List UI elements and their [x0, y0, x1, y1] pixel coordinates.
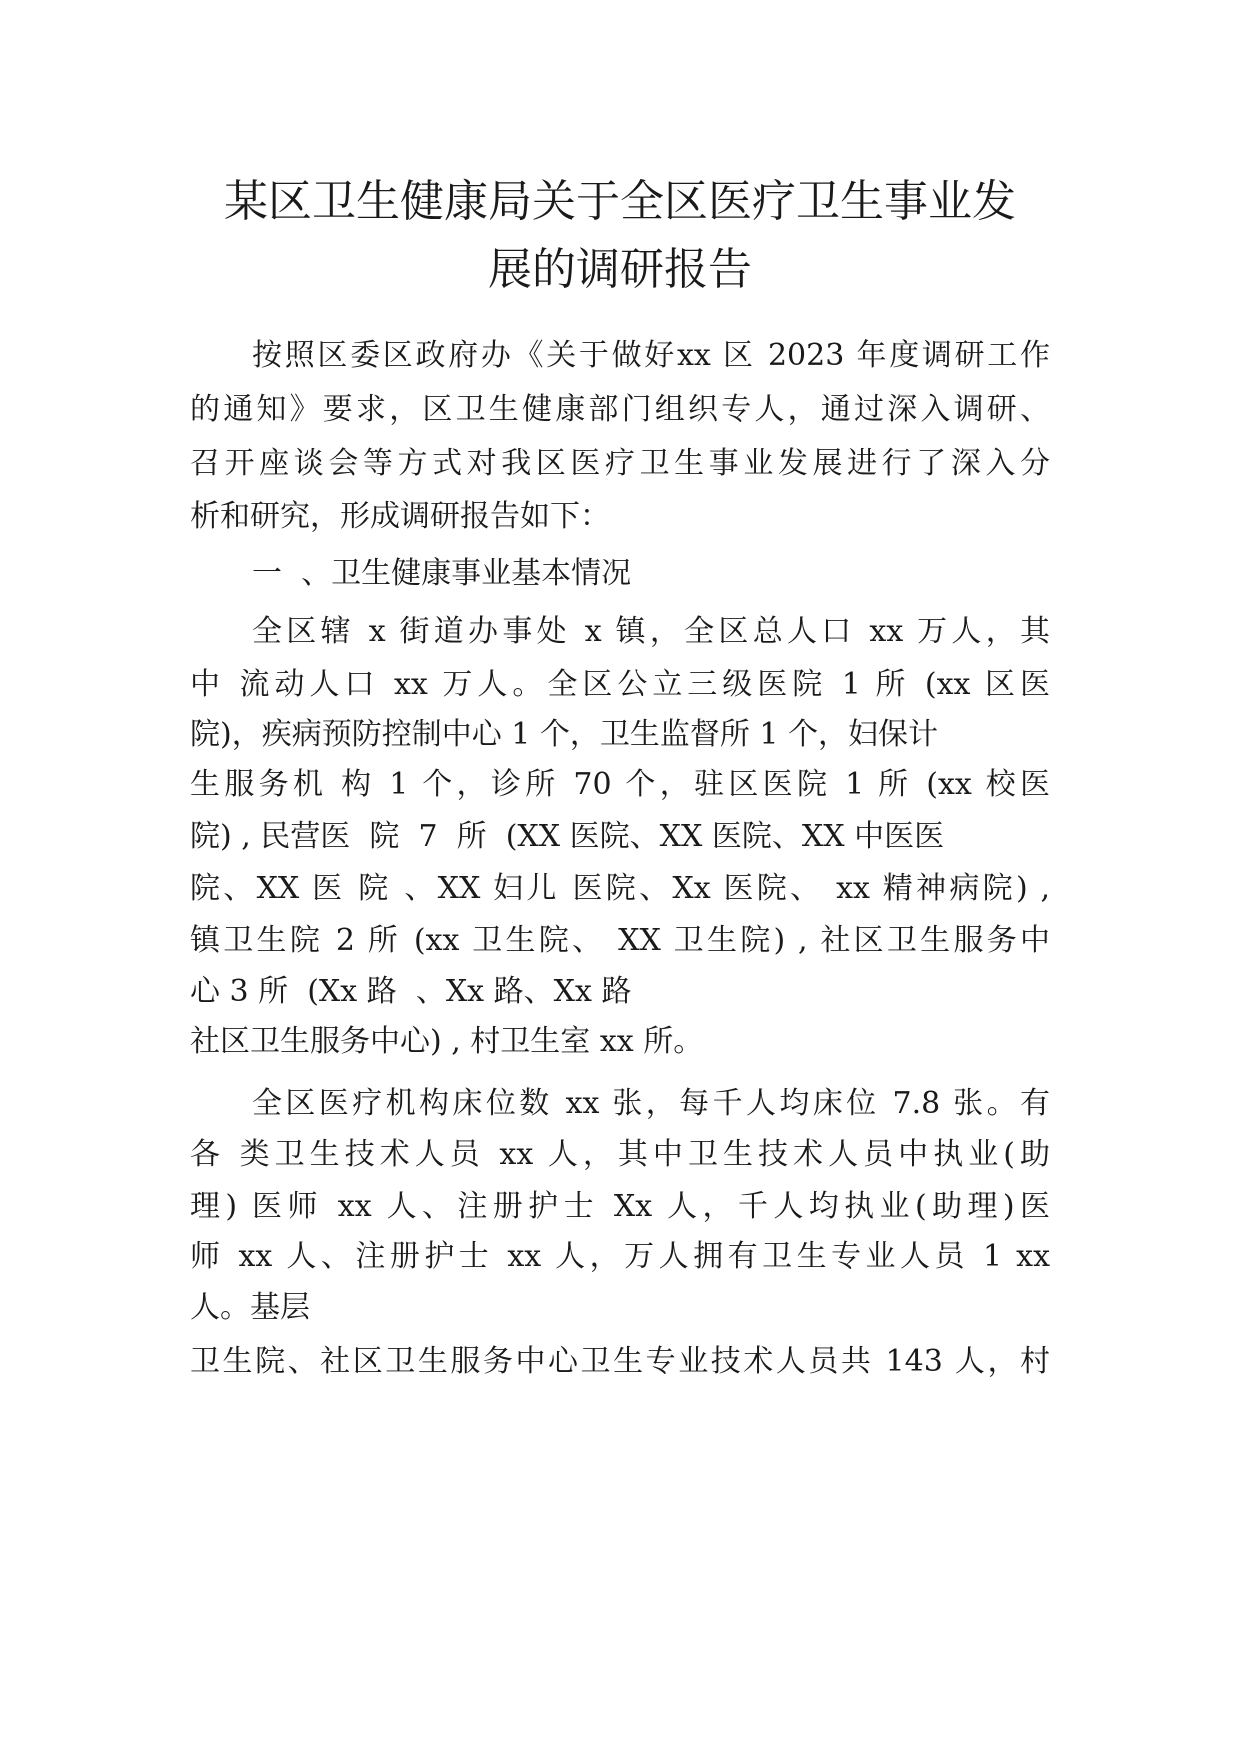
paragraph-line: 镇卫生院 2 所 (xx 卫生院、 XX 卫生院) , 社区卫生服务中 — [190, 923, 1050, 958]
paragraph-line: 社区卫生服务中心) , 村卫生室 xx 所。 — [190, 1024, 704, 1059]
document-title-line-2: 展的调研报告 — [488, 244, 752, 295]
paragraph-line: 理) 医师 xx 人、注册护士 Xx 人，千人均执业(助理)医 — [190, 1189, 1050, 1224]
paragraph-line: 院) , 民营医 院 7 所 (XX 医院、XX 医院、XX 中医医 — [190, 819, 945, 854]
paragraph-line: 院)，疾病预防控制中心 1 个，卫生监督所 1 个，妇保计 — [190, 717, 939, 752]
paragraph-line: 人。基层 — [190, 1290, 310, 1325]
paragraph-line: 各 类卫生技术人员 xx 人，其中卫生技术人员中执业(助 — [190, 1137, 1050, 1172]
paragraph-line: 召开座谈会等方式对我区医疗卫生事业发展进行了深入分 — [190, 446, 1050, 481]
paragraph-line: 全区医疗机构床位数 xx 张，每千人均床位 7.8 张。有 — [252, 1086, 1050, 1121]
paragraph-line: 全区辖 x 街道办事处 x 镇，全区总人口 xx 万人，其 — [252, 614, 1050, 649]
paragraph-line: 中 流动人口 xx 万人。全区公立三级医院 1 所 (xx 区医 — [190, 667, 1050, 702]
section-heading: 一 、卫生健康事业基本情况 — [252, 556, 632, 591]
paragraph-line: 的通知》要求，区卫生健康部门组织专人，通过深入调研、 — [190, 392, 1050, 427]
paragraph-line: 生服务机 构 1 个，诊所 70 个，驻区医院 1 所 (xx 校医 — [190, 767, 1050, 802]
paragraph-line: 析和研究，形成调研报告如下： — [190, 499, 610, 534]
paragraph-line: 心 3 所 (Xx 路 、Xx 路、Xx 路 — [190, 974, 632, 1009]
paragraph-line: 按照区委区政府办《关于做好xx 区 2023 年度调研工作 — [252, 338, 1050, 373]
paragraph-line: 卫生院、社区卫生服务中心卫生专业技术人员共 143 人，村 — [190, 1344, 1050, 1379]
paragraph-line: 师 xx 人、注册护士 xx 人，万人拥有卫生专业人员 1 xx — [190, 1239, 1050, 1274]
document-title-line-1: 某区卫生健康局关于全区医疗卫生事业发 — [224, 176, 1016, 227]
paragraph-line: 院、XX 医 院 、XX 妇儿 医院、Xx 医院、 xx 精神病院) , — [190, 871, 1050, 906]
